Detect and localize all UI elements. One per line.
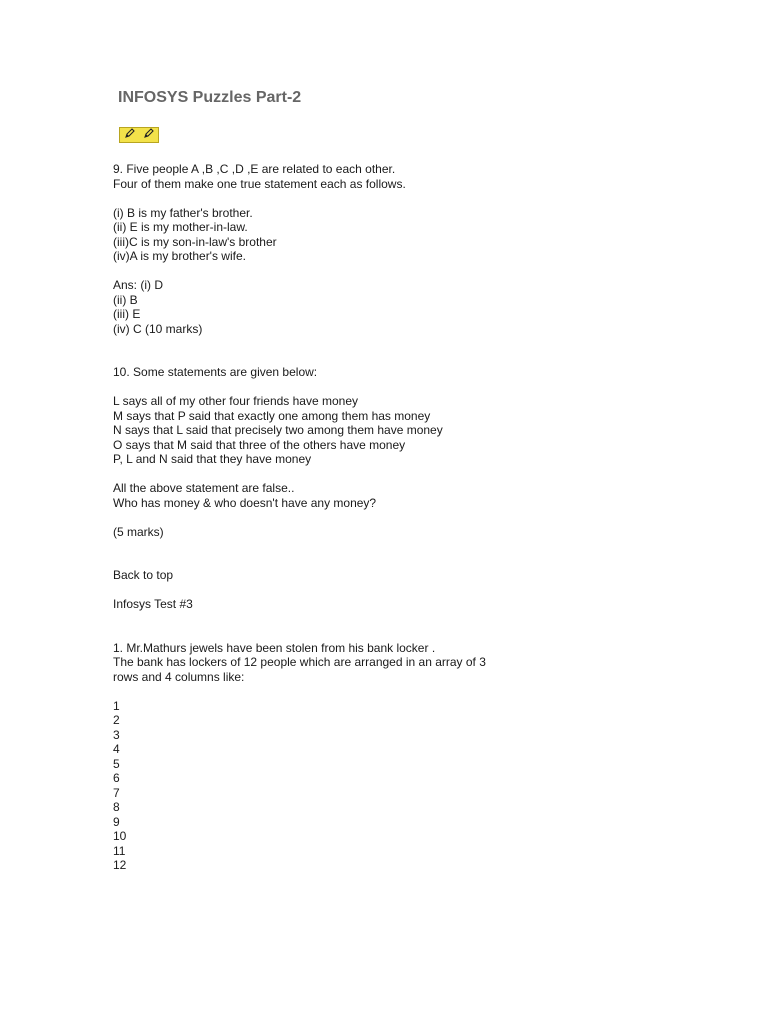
text-line: P, L and N said that they have money <box>113 452 312 466</box>
text-line: 11 <box>113 843 126 858</box>
text-line: M says that P said that exactly one among them has money <box>113 408 431 423</box>
text-line: 4 <box>113 742 120 756</box>
text-line: 9 <box>113 814 120 829</box>
text-line <box>113 467 593 482</box>
text-line: Ans: (i) D <box>113 278 164 292</box>
text-line: L says all of my other four friends have money <box>113 394 359 408</box>
text-line: (ii) E is my mother-in-law. <box>113 220 248 234</box>
text-line <box>113 554 593 569</box>
text-line: 10 <box>113 829 127 843</box>
text-line <box>113 684 593 699</box>
text-line: All the above statement are false.. <box>113 481 295 495</box>
text-line: 3 <box>113 727 120 742</box>
text-line: (i) B is my father's brother. <box>113 205 253 220</box>
text-line: (ii) B <box>113 292 138 307</box>
text-line: Infosys Test #3 <box>113 597 193 611</box>
text-line: 1. Mr.Mathurs jewels have been stolen from his bank locker . <box>113 640 436 655</box>
text-line <box>113 264 593 279</box>
pencil-icon[interactable] <box>124 126 136 144</box>
pencil-icon[interactable] <box>143 126 155 144</box>
text-line: 5 <box>113 756 120 771</box>
text-line <box>113 336 593 351</box>
text-line <box>113 626 593 641</box>
text-line: The bank has lockers of 12 people which are arranged in an array of 3 <box>113 655 486 669</box>
text-line <box>113 612 593 627</box>
text-line <box>113 583 593 598</box>
back-to-top-link[interactable]: Back to top <box>113 568 174 582</box>
text-line: (5 marks) <box>113 524 164 539</box>
text-line: O says that M said that three of the others have money <box>113 437 406 452</box>
page-title: INFOSYS Puzzles Part-2 <box>118 89 302 106</box>
text-line <box>113 539 593 554</box>
text-line: (iii)C is my son-in-law's brother <box>113 234 277 249</box>
text-line: 7 <box>113 785 120 800</box>
text-line <box>113 191 593 206</box>
text-line <box>113 510 593 525</box>
text-line: 1 <box>113 698 120 713</box>
text-line: N says that L said that precisely two among them have money <box>113 423 443 437</box>
text-line: (iii) E <box>113 307 141 321</box>
icon-toolbar[interactable] <box>119 127 159 143</box>
text-line: rows and 4 columns like: <box>113 669 245 684</box>
text-line: (iv)A is my brother's wife. <box>113 249 246 263</box>
text-line: Who has money & who doesn't have any money? <box>113 495 377 510</box>
text-line: Four of them make one true statement each as follows. <box>113 176 406 191</box>
text-line: 2 <box>113 713 120 727</box>
pencil-icon-graphic <box>124 127 136 139</box>
document-body <box>113 162 593 873</box>
text-line <box>113 380 593 395</box>
text-line <box>113 351 593 366</box>
text-line: (iv) C (10 marks) <box>113 321 203 336</box>
pencil-icon-graphic <box>143 127 155 139</box>
text-line: 8 <box>113 800 120 814</box>
text-line: 12 <box>113 858 127 872</box>
text-line: 9. Five people A ,B ,C ,D ,E are related to each other. <box>113 162 396 176</box>
text-line: 10. Some statements are given below: <box>113 365 318 379</box>
text-line: 6 <box>113 771 120 785</box>
